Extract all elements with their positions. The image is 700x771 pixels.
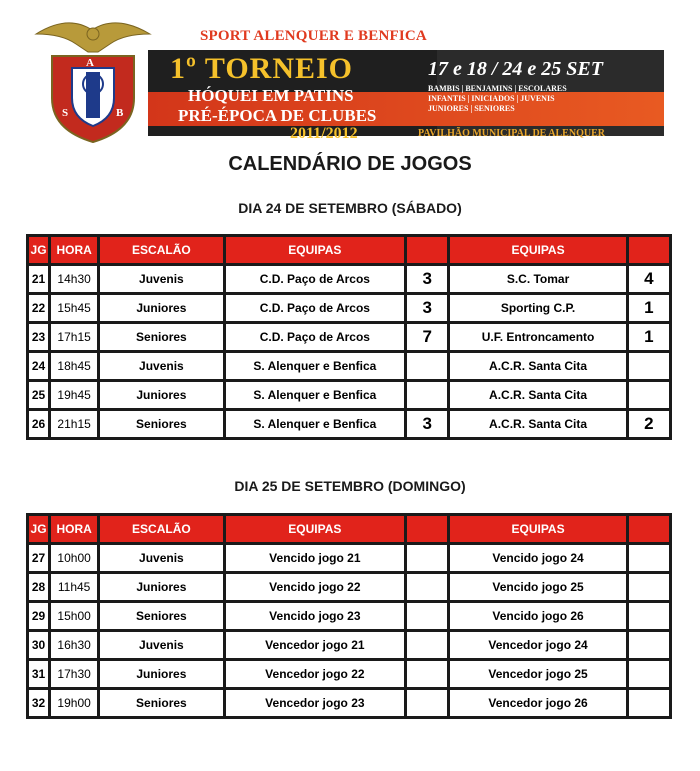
game-time: 19h45	[51, 382, 97, 408]
categories-line: JUNIORES | SENIORES	[428, 104, 515, 113]
table-row	[29, 411, 669, 437]
table-row	[29, 574, 669, 600]
categories-line: INFANTIS | INICIADOS | JUVENIS	[428, 94, 555, 103]
game-category: Juniores	[100, 295, 222, 321]
game-number: 31	[29, 661, 48, 687]
game-time: 17h30	[51, 661, 97, 687]
home-score	[407, 574, 447, 600]
col-header-equipas-home: EQUIPAS	[226, 237, 405, 263]
tournament-banner	[28, 12, 668, 144]
tournament-type: PRÉ-ÉPOCA DE CLUBES	[178, 106, 377, 125]
organization-name: SPORT ALENQUER E BENFICA	[200, 28, 427, 44]
home-team: Vencedor jogo 21	[226, 632, 405, 658]
col-header-escalao: ESCALÃO	[100, 237, 222, 263]
game-category: Juvenis	[100, 545, 222, 571]
away-team: Vencido jogo 26	[450, 603, 626, 629]
game-category: Juniores	[100, 382, 222, 408]
game-number: 23	[29, 324, 48, 350]
game-number: 32	[29, 690, 48, 716]
game-time: 21h15	[51, 411, 97, 437]
game-time: 16h30	[51, 632, 97, 658]
home-score: 7	[407, 324, 447, 350]
game-category: Juvenis	[100, 632, 222, 658]
away-score	[629, 545, 669, 571]
game-time: 10h00	[51, 545, 97, 571]
away-score	[629, 353, 669, 379]
table-row	[29, 632, 669, 658]
col-header-away-score	[629, 516, 669, 542]
game-time: 15h00	[51, 603, 97, 629]
game-time: 11h45	[51, 574, 97, 600]
home-score	[407, 603, 447, 629]
col-header-away-score	[629, 237, 669, 263]
away-score: 1	[629, 295, 669, 321]
away-score	[629, 574, 669, 600]
game-category: Juniores	[100, 661, 222, 687]
home-score	[407, 661, 447, 687]
day1-title: DIA 24 DE SETEMBRO (SÁBADO)	[238, 200, 462, 216]
game-number: 24	[29, 353, 48, 379]
tournament-dates: 17 e 18 / 24 e 25 SET	[428, 58, 603, 80]
home-team: Vencido jogo 22	[226, 574, 405, 600]
col-header-equipas-home: EQUIPAS	[226, 516, 405, 542]
table-row	[29, 324, 669, 350]
col-header-escalao: ESCALÃO	[100, 516, 222, 542]
away-score: 4	[629, 266, 669, 292]
table-row	[29, 295, 669, 321]
table-row	[29, 603, 669, 629]
schedule-table-day2	[26, 513, 672, 719]
away-score	[629, 382, 669, 408]
game-time: 19h00	[51, 690, 97, 716]
table-row	[29, 266, 669, 292]
table-row	[29, 690, 669, 716]
page-title: CALENDÁRIO DE JOGOS	[228, 153, 472, 175]
game-number: 30	[29, 632, 48, 658]
away-score	[629, 632, 669, 658]
away-score	[629, 661, 669, 687]
home-score	[407, 690, 447, 716]
schedule-table-day1	[26, 234, 672, 440]
game-time: 18h45	[51, 353, 97, 379]
table-header-row	[29, 516, 669, 542]
game-number: 25	[29, 382, 48, 408]
tournament-categories	[428, 84, 628, 114]
col-header-home-score	[407, 237, 447, 263]
col-header-hora: HORA	[51, 237, 97, 263]
game-time: 15h45	[51, 295, 97, 321]
tournament-sport: HÓQUEI EM PATINS	[188, 86, 354, 105]
away-team: Vencedor jogo 25	[450, 661, 626, 687]
game-category: Juvenis	[100, 266, 222, 292]
away-team: Vencedor jogo 24	[450, 632, 626, 658]
away-score: 1	[629, 324, 669, 350]
col-header-hora: HORA	[51, 516, 97, 542]
game-number: 22	[29, 295, 48, 321]
home-score: 3	[407, 266, 447, 292]
table-row	[29, 382, 669, 408]
game-number: 28	[29, 574, 48, 600]
col-header-home-score	[407, 516, 447, 542]
day2-title: DIA 25 DE SETEMBRO (DOMINGO)	[234, 478, 466, 494]
home-team: S. Alenquer e Benfica	[226, 382, 405, 408]
game-category: Seniores	[100, 324, 222, 350]
away-team: U.F. Entroncamento	[450, 324, 626, 350]
game-category: Juvenis	[100, 353, 222, 379]
game-time: 17h15	[51, 324, 97, 350]
crest-letter-a: A	[86, 57, 94, 69]
home-team: C.D. Paço de Arcos	[226, 324, 405, 350]
away-team: Vencido jogo 24	[450, 545, 626, 571]
game-category: Seniores	[100, 411, 222, 437]
home-team: Vencido jogo 21	[226, 545, 405, 571]
away-team: Vencido jogo 25	[450, 574, 626, 600]
col-header-equipas-away: EQUIPAS	[450, 237, 626, 263]
game-category: Seniores	[100, 603, 222, 629]
tournament-venue: PAVILHÃO MUNICIPAL DE ALENQUER	[418, 128, 605, 139]
tournament-season: 2011/2012	[290, 125, 358, 142]
home-team: Vencedor jogo 23	[226, 690, 405, 716]
away-score	[629, 603, 669, 629]
table-row	[29, 661, 669, 687]
home-score	[407, 632, 447, 658]
away-team: A.C.R. Santa Cita	[450, 353, 626, 379]
away-team: S.C. Tomar	[450, 266, 626, 292]
game-category: Juniores	[100, 574, 222, 600]
table-header-row	[29, 237, 669, 263]
home-score: 3	[407, 295, 447, 321]
col-header-equipas-away: EQUIPAS	[450, 516, 626, 542]
away-score: 2	[629, 411, 669, 437]
col-header-jg: JG	[29, 516, 48, 542]
away-team: Sporting C.P.	[450, 295, 626, 321]
home-score	[407, 353, 447, 379]
categories-line: BAMBIS | BENJAMINS | ESCOLARES	[428, 84, 567, 93]
game-category: Seniores	[100, 690, 222, 716]
game-number: 29	[29, 603, 48, 629]
club-crest-logo	[28, 12, 158, 144]
game-number: 27	[29, 545, 48, 571]
away-score	[629, 690, 669, 716]
game-number: 26	[29, 411, 48, 437]
home-score: 3	[407, 411, 447, 437]
table-row	[29, 353, 669, 379]
away-team: Vencedor jogo 26	[450, 690, 626, 716]
crest-letter-b: B	[116, 107, 124, 119]
home-team: C.D. Paço de Arcos	[226, 266, 405, 292]
table-row	[29, 545, 669, 571]
home-team: Vencido jogo 23	[226, 603, 405, 629]
home-team: Vencedor jogo 22	[226, 661, 405, 687]
crest-letter-s: S	[62, 107, 69, 119]
home-team: S. Alenquer e Benfica	[226, 411, 405, 437]
home-team: C.D. Paço de Arcos	[226, 295, 405, 321]
away-team: A.C.R. Santa Cita	[450, 411, 626, 437]
home-score	[407, 545, 447, 571]
col-header-jg: JG	[29, 237, 48, 263]
home-score	[407, 382, 447, 408]
game-time: 14h30	[51, 266, 97, 292]
away-team: A.C.R. Santa Cita	[450, 382, 626, 408]
tournament-title: 1º TORNEIO	[170, 52, 354, 85]
game-number: 21	[29, 266, 48, 292]
home-team: S. Alenquer e Benfica	[226, 353, 405, 379]
